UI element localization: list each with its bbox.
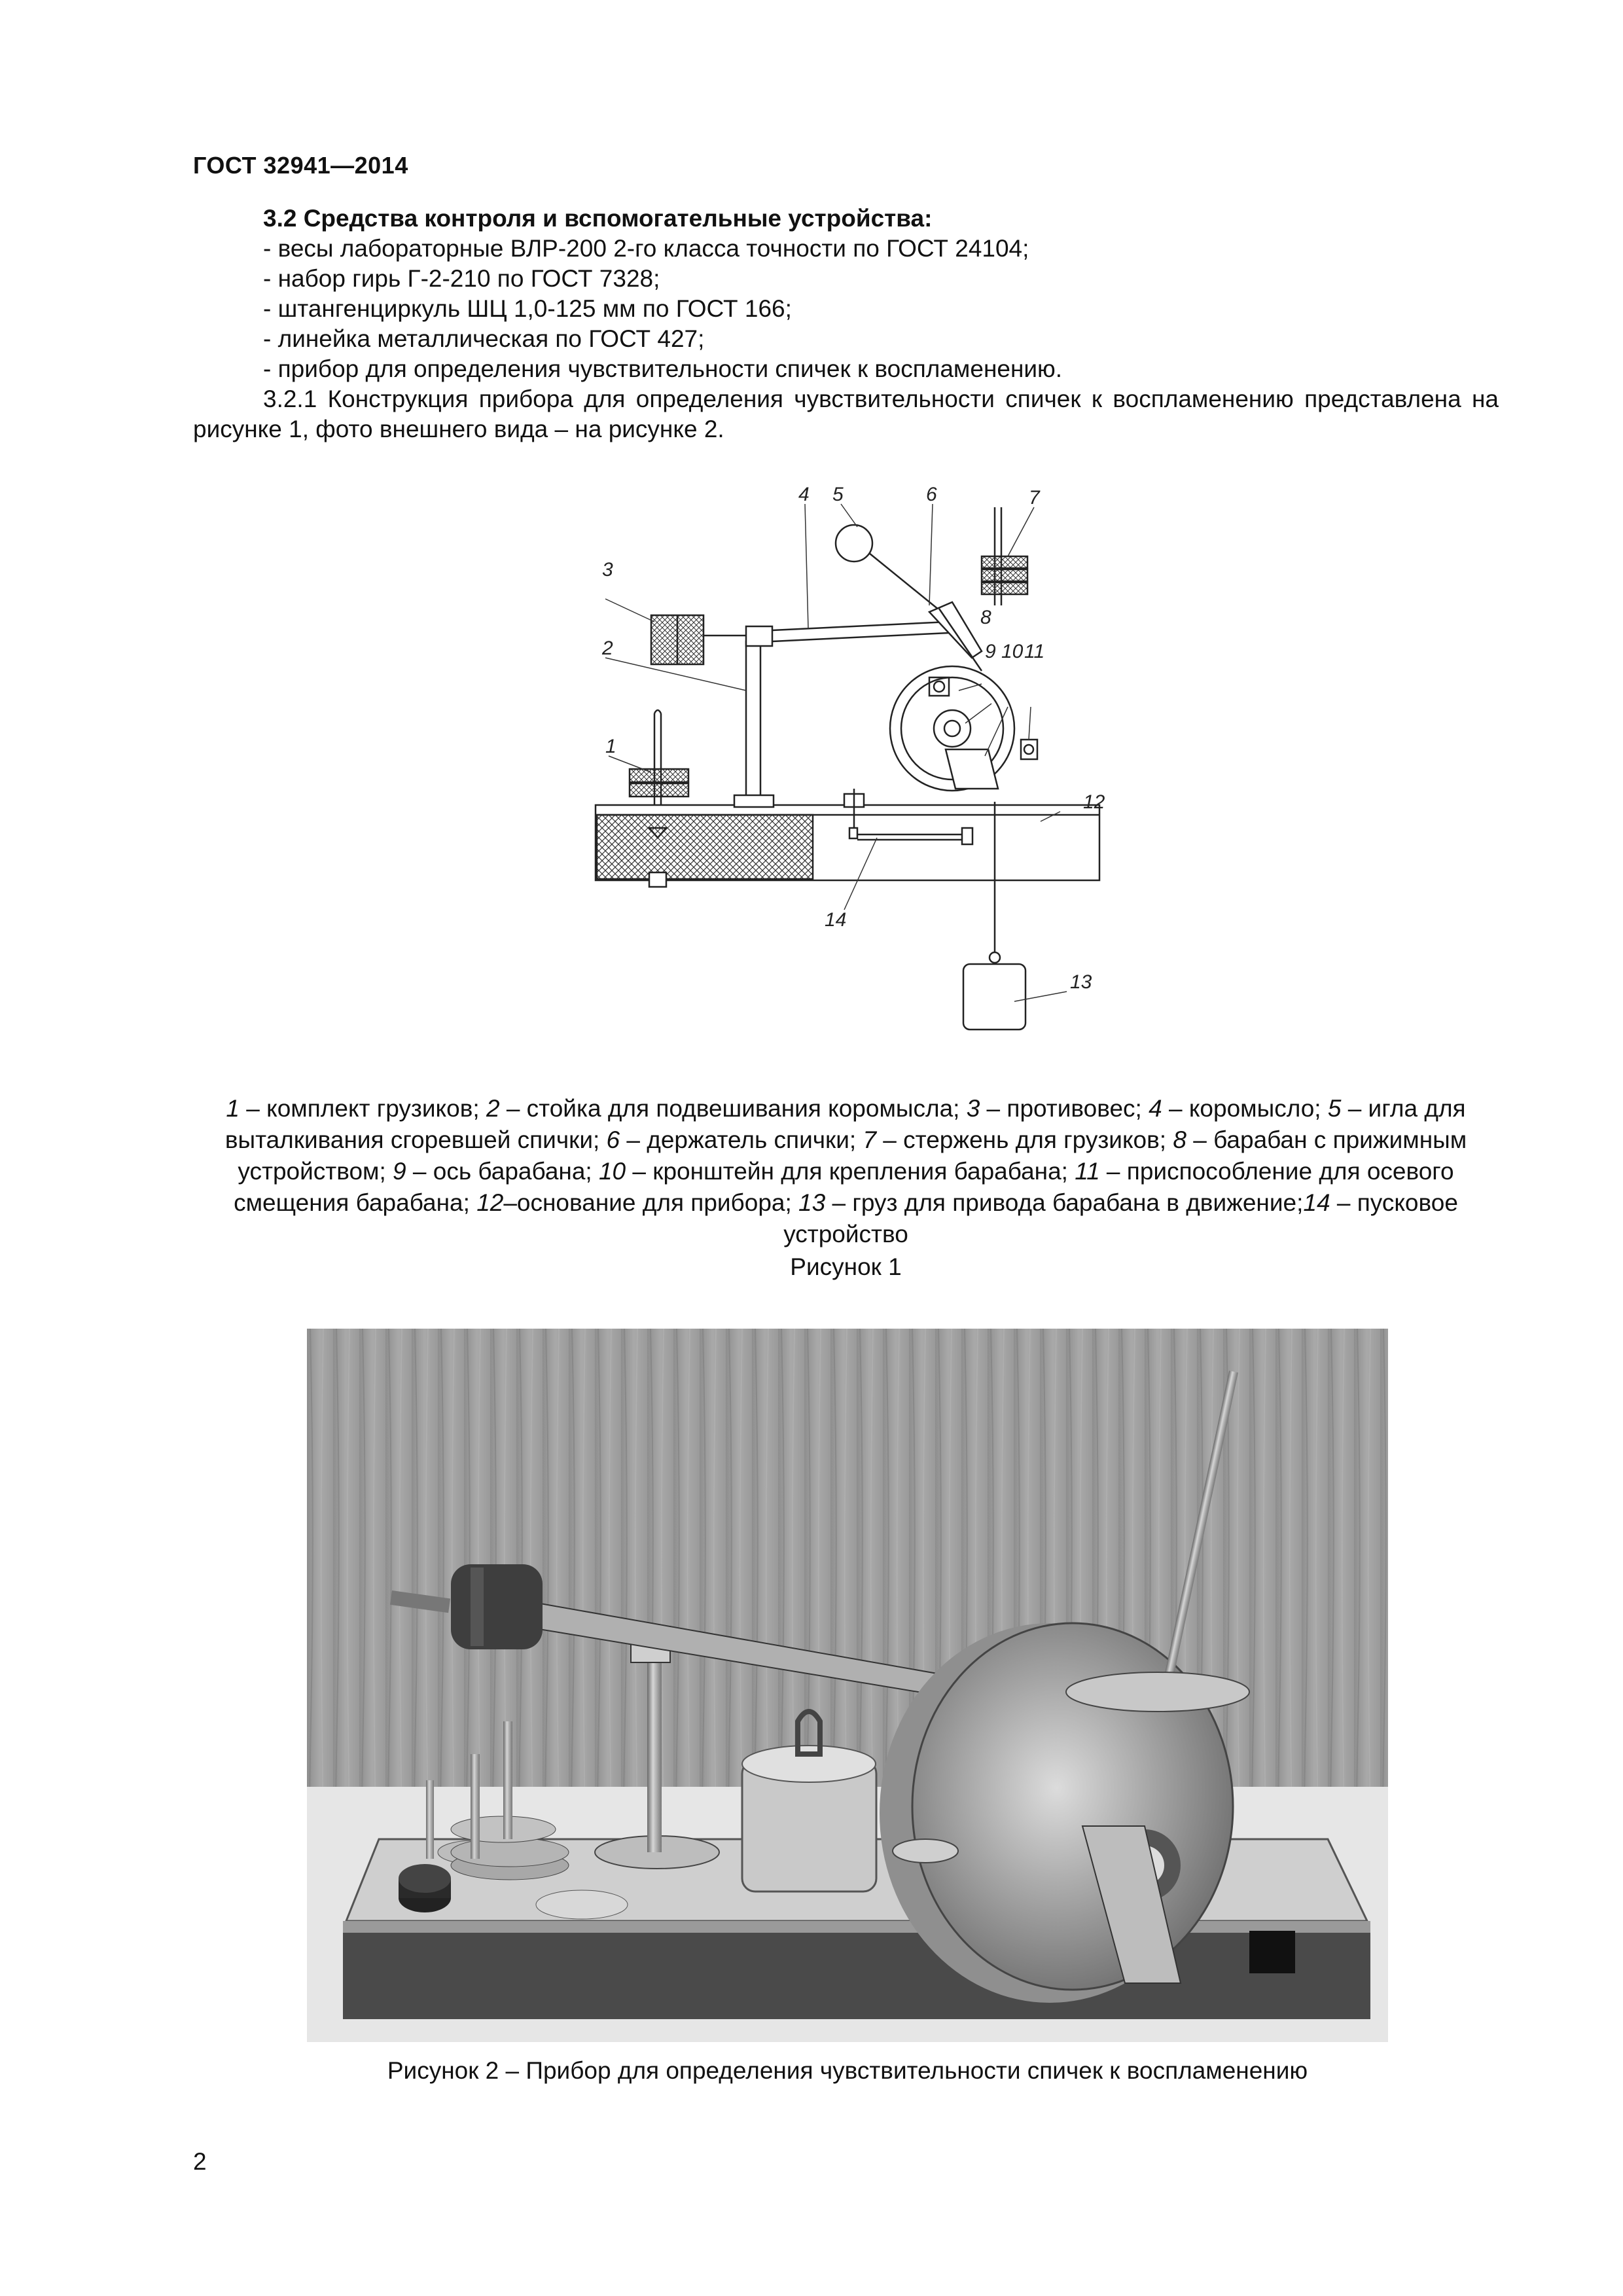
document-header: ГОСТ 32941—2014 bbox=[193, 152, 408, 179]
callout-1: 1 bbox=[605, 736, 616, 757]
callout-6: 6 bbox=[926, 484, 937, 505]
match-holder bbox=[929, 602, 982, 658]
legend-entry: 9 – ось барабана; bbox=[393, 1158, 599, 1185]
legend-entry: 1 – комплект грузиков; bbox=[226, 1095, 486, 1122]
legend-entry: 2 – стойка для подвешивания коромысла; bbox=[486, 1095, 967, 1122]
figure2-caption: Рисунок 2 – Прибор для определения чувствительности спичек к воспламенению bbox=[387, 2057, 1308, 2084]
callout-4: 4 bbox=[798, 484, 810, 505]
callout-3: 3 bbox=[602, 559, 613, 581]
callout-12: 12 bbox=[1083, 791, 1105, 813]
legend-entry: 12–основание для прибора; bbox=[476, 1189, 799, 1216]
section-title: 3.2 Средства контроля и вспомогательные устройства: bbox=[263, 205, 933, 232]
legend-entry: 3 – противовес; bbox=[966, 1095, 1149, 1122]
callout-10: 10 bbox=[1001, 641, 1024, 662]
legend-entry: 5 – игла для выталкивания сгоревшей спички; bbox=[224, 1095, 1466, 1153]
figure1-legend bbox=[193, 1093, 1499, 1250]
list-item: - набор гирь Г-2-210 по ГОСТ 7328; bbox=[263, 265, 660, 292]
needle-ball bbox=[836, 525, 872, 562]
callout-8: 8 bbox=[980, 607, 991, 628]
photo-counterweight bbox=[451, 1564, 543, 1649]
callout-5: 5 bbox=[832, 484, 844, 505]
base-hatched-block bbox=[597, 815, 813, 879]
list-item: - прибор для определения чувствительности спичек к воспламенению. bbox=[263, 355, 1063, 382]
figure1-caption: Рисунок 1 bbox=[790, 1253, 902, 1280]
beam bbox=[746, 626, 772, 646]
legend-entry: 14 – пусковое устройство bbox=[783, 1189, 1458, 1247]
callout-14: 14 bbox=[825, 909, 847, 931]
legend-entry: 7 – стержень для грузиков; bbox=[863, 1126, 1173, 1153]
legend-entry: 13 – груз для привода барабана в движение; bbox=[798, 1189, 1304, 1216]
callout-9: 9 bbox=[985, 641, 996, 662]
legend-entry: 10 – кронштейн для крепления барабана; bbox=[598, 1158, 1075, 1185]
figure1-drawing bbox=[589, 481, 1126, 1070]
rod-weights bbox=[982, 556, 1027, 568]
legend-entry: 4 – коромысло; bbox=[1149, 1095, 1328, 1122]
page-number: 2 bbox=[193, 2148, 207, 2175]
list-item: - весы лабораторные ВЛР-200 2-го класса точности по ГОСТ 24104; bbox=[263, 235, 1029, 262]
weight-set bbox=[630, 769, 688, 782]
legend-entry: 6 – держатель спички; bbox=[606, 1126, 863, 1153]
drum-bracket bbox=[946, 749, 998, 789]
photo-base-front bbox=[343, 1921, 1370, 2019]
callout-11: 11 bbox=[1024, 641, 1045, 662]
drive-weight bbox=[963, 964, 1026, 1030]
callout-2: 2 bbox=[602, 637, 613, 659]
list-item: - штангенциркуль ШЦ 1,0-125 мм по ГОСТ 166; bbox=[263, 295, 792, 322]
figure2-photo bbox=[307, 1329, 1388, 2042]
equipment-list bbox=[193, 234, 1569, 384]
legend-entry: 11 – приспособление для осевого смещения барабана; bbox=[234, 1158, 1454, 1216]
list-item: - линейка металлическая по ГОСТ 427; bbox=[263, 325, 705, 352]
callout-7: 7 bbox=[1029, 487, 1040, 509]
stand-column bbox=[746, 641, 760, 805]
section-paragraph: 3.2.1 Конструкция прибора для определения чувствительности спичек к воспламенению представлена на рисунке 1, фото внешнего вида – на рисунке 2. bbox=[193, 386, 1499, 442]
legend-entry: 8 – барабан с прижимным устройством; bbox=[238, 1126, 1467, 1185]
callout-13: 13 bbox=[1070, 971, 1092, 993]
